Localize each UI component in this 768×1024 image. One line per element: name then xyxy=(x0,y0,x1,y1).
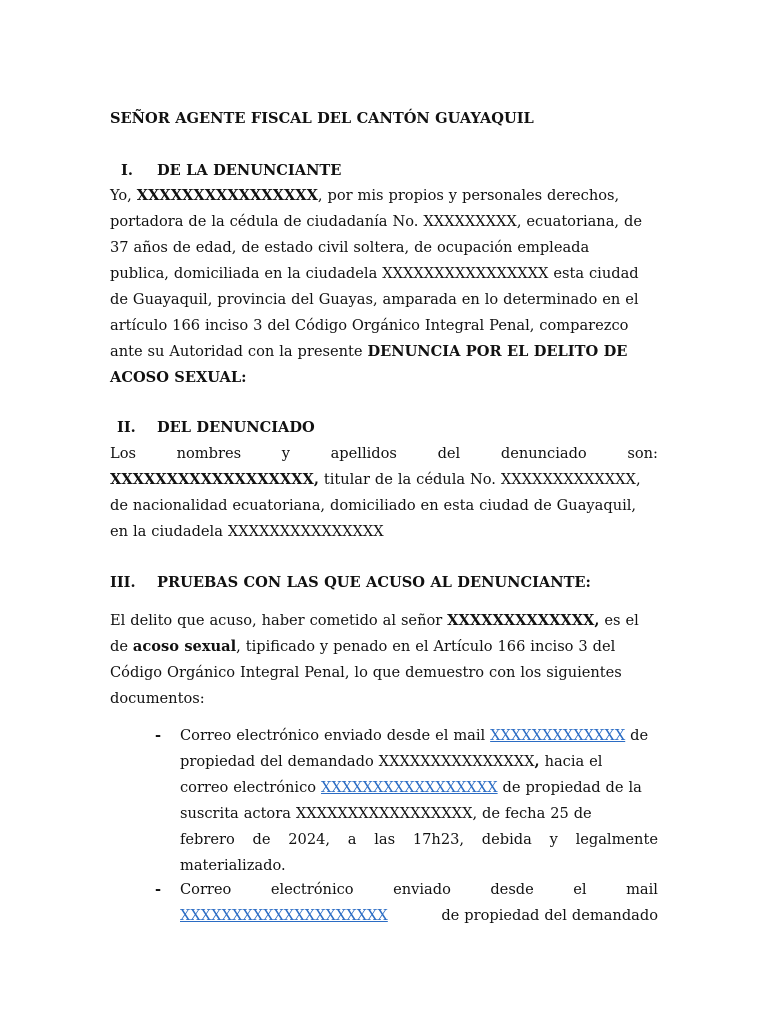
section-number: II. xyxy=(117,419,136,436)
paragraph-line: XXXXXXXXXXXXXXXXXX, titular de la cédula No. XXXXXXXXXXXXX, xyxy=(110,471,641,488)
paragraph-line: Yo, XXXXXXXXXXXXXXXX, por mis propios y personales derechos, xyxy=(110,187,620,204)
list-item-line: Correo electrónico enviado desde el mail XXXXXXXXXXXXX de xyxy=(180,727,649,744)
paragraph-line: artículo 166 inciso 3 del Código Orgánico Integral Penal, comparezco xyxy=(110,317,629,334)
email-link[interactable]: XXXXXXXXXXXXXXXXXXXX xyxy=(180,907,388,924)
paragraph-line: 37 años de edad, de estado civil soltera, de ocupación empleada xyxy=(110,239,590,256)
paragraph-line: en la ciudadela XXXXXXXXXXXXXXX xyxy=(110,523,384,540)
paragraph-line: documentos: xyxy=(110,690,205,707)
section-title: DEL DENUNCIADO xyxy=(157,419,315,436)
list-item-line: suscrita actora XXXXXXXXXXXXXXXXX, de fecha 25 de xyxy=(180,805,592,822)
accused-name: XXXXXXXXXXXXXXXXXX, xyxy=(110,471,319,488)
paragraph-line: de Guayaquil, provincia del Guayas, amparada en lo determinado en el xyxy=(110,291,639,308)
email-link[interactable]: XXXXXXXXXXXXX xyxy=(490,727,626,744)
paragraph-line: ACOSO SEXUAL: xyxy=(110,369,247,386)
bullet-dash: - xyxy=(155,727,162,744)
list-item-line: propiedad del demandado XXXXXXXXXXXXXXX, hacia el xyxy=(180,753,603,770)
paragraph-line: de nacionalidad ecuatoriana, domiciliado en esta ciudad de Guayaquil, xyxy=(110,497,637,514)
paragraph-line: ante su Autoridad con la presente DENUNCIA POR EL DELITO DE xyxy=(110,343,628,360)
paragraph-line: El delito que acuso, haber cometido al señor XXXXXXXXXXXXX, es el xyxy=(110,612,639,629)
paragraph-line: Código Orgánico Integral Penal, lo que demuestro con los siguientes xyxy=(110,664,622,681)
section-number: III. xyxy=(110,574,136,591)
section-number: I. xyxy=(121,162,133,179)
paragraph-line: de acoso sexual, tipificado y penado en el Artículo 166 inciso 3 del xyxy=(110,638,616,655)
list-item-line: febrero de 2024, a las 17h23, debida y legalmente xyxy=(180,831,658,848)
list-item-line: correo electrónico XXXXXXXXXXXXXXXXX de propiedad de la xyxy=(180,779,642,796)
complainant-name: XXXXXXXXXXXXXXXX xyxy=(136,187,318,204)
document-title: SEÑOR AGENTE FISCAL DEL CANTÓN GUAYAQUIL xyxy=(110,110,534,127)
bullet-dash: - xyxy=(155,881,162,898)
list-item-line: XXXXXXXXXXXXXXXXXXXX de propiedad del demandado xyxy=(180,907,658,924)
email-link[interactable]: XXXXXXXXXXXXXXXXX xyxy=(320,779,498,796)
paragraph-line: publica, domiciliada en la ciudadela XXXXXXXXXXXXXXXX esta ciudad xyxy=(110,265,639,282)
section-title: PRUEBAS CON LAS QUE ACUSO AL DENUNCIANTE: xyxy=(157,574,591,591)
paragraph-line: Los nombres y apellidos del denunciado son: xyxy=(110,445,658,462)
paragraph-line: portadora de la cédula de ciudadanía No. XXXXXXXXX, ecuatoriana, de xyxy=(110,213,642,230)
section-title: DE LA DENUNCIANTE xyxy=(157,162,342,179)
list-item-line: Correo electrónico enviado desde el mail xyxy=(180,881,658,898)
list-item-line: materializado. xyxy=(180,857,286,874)
